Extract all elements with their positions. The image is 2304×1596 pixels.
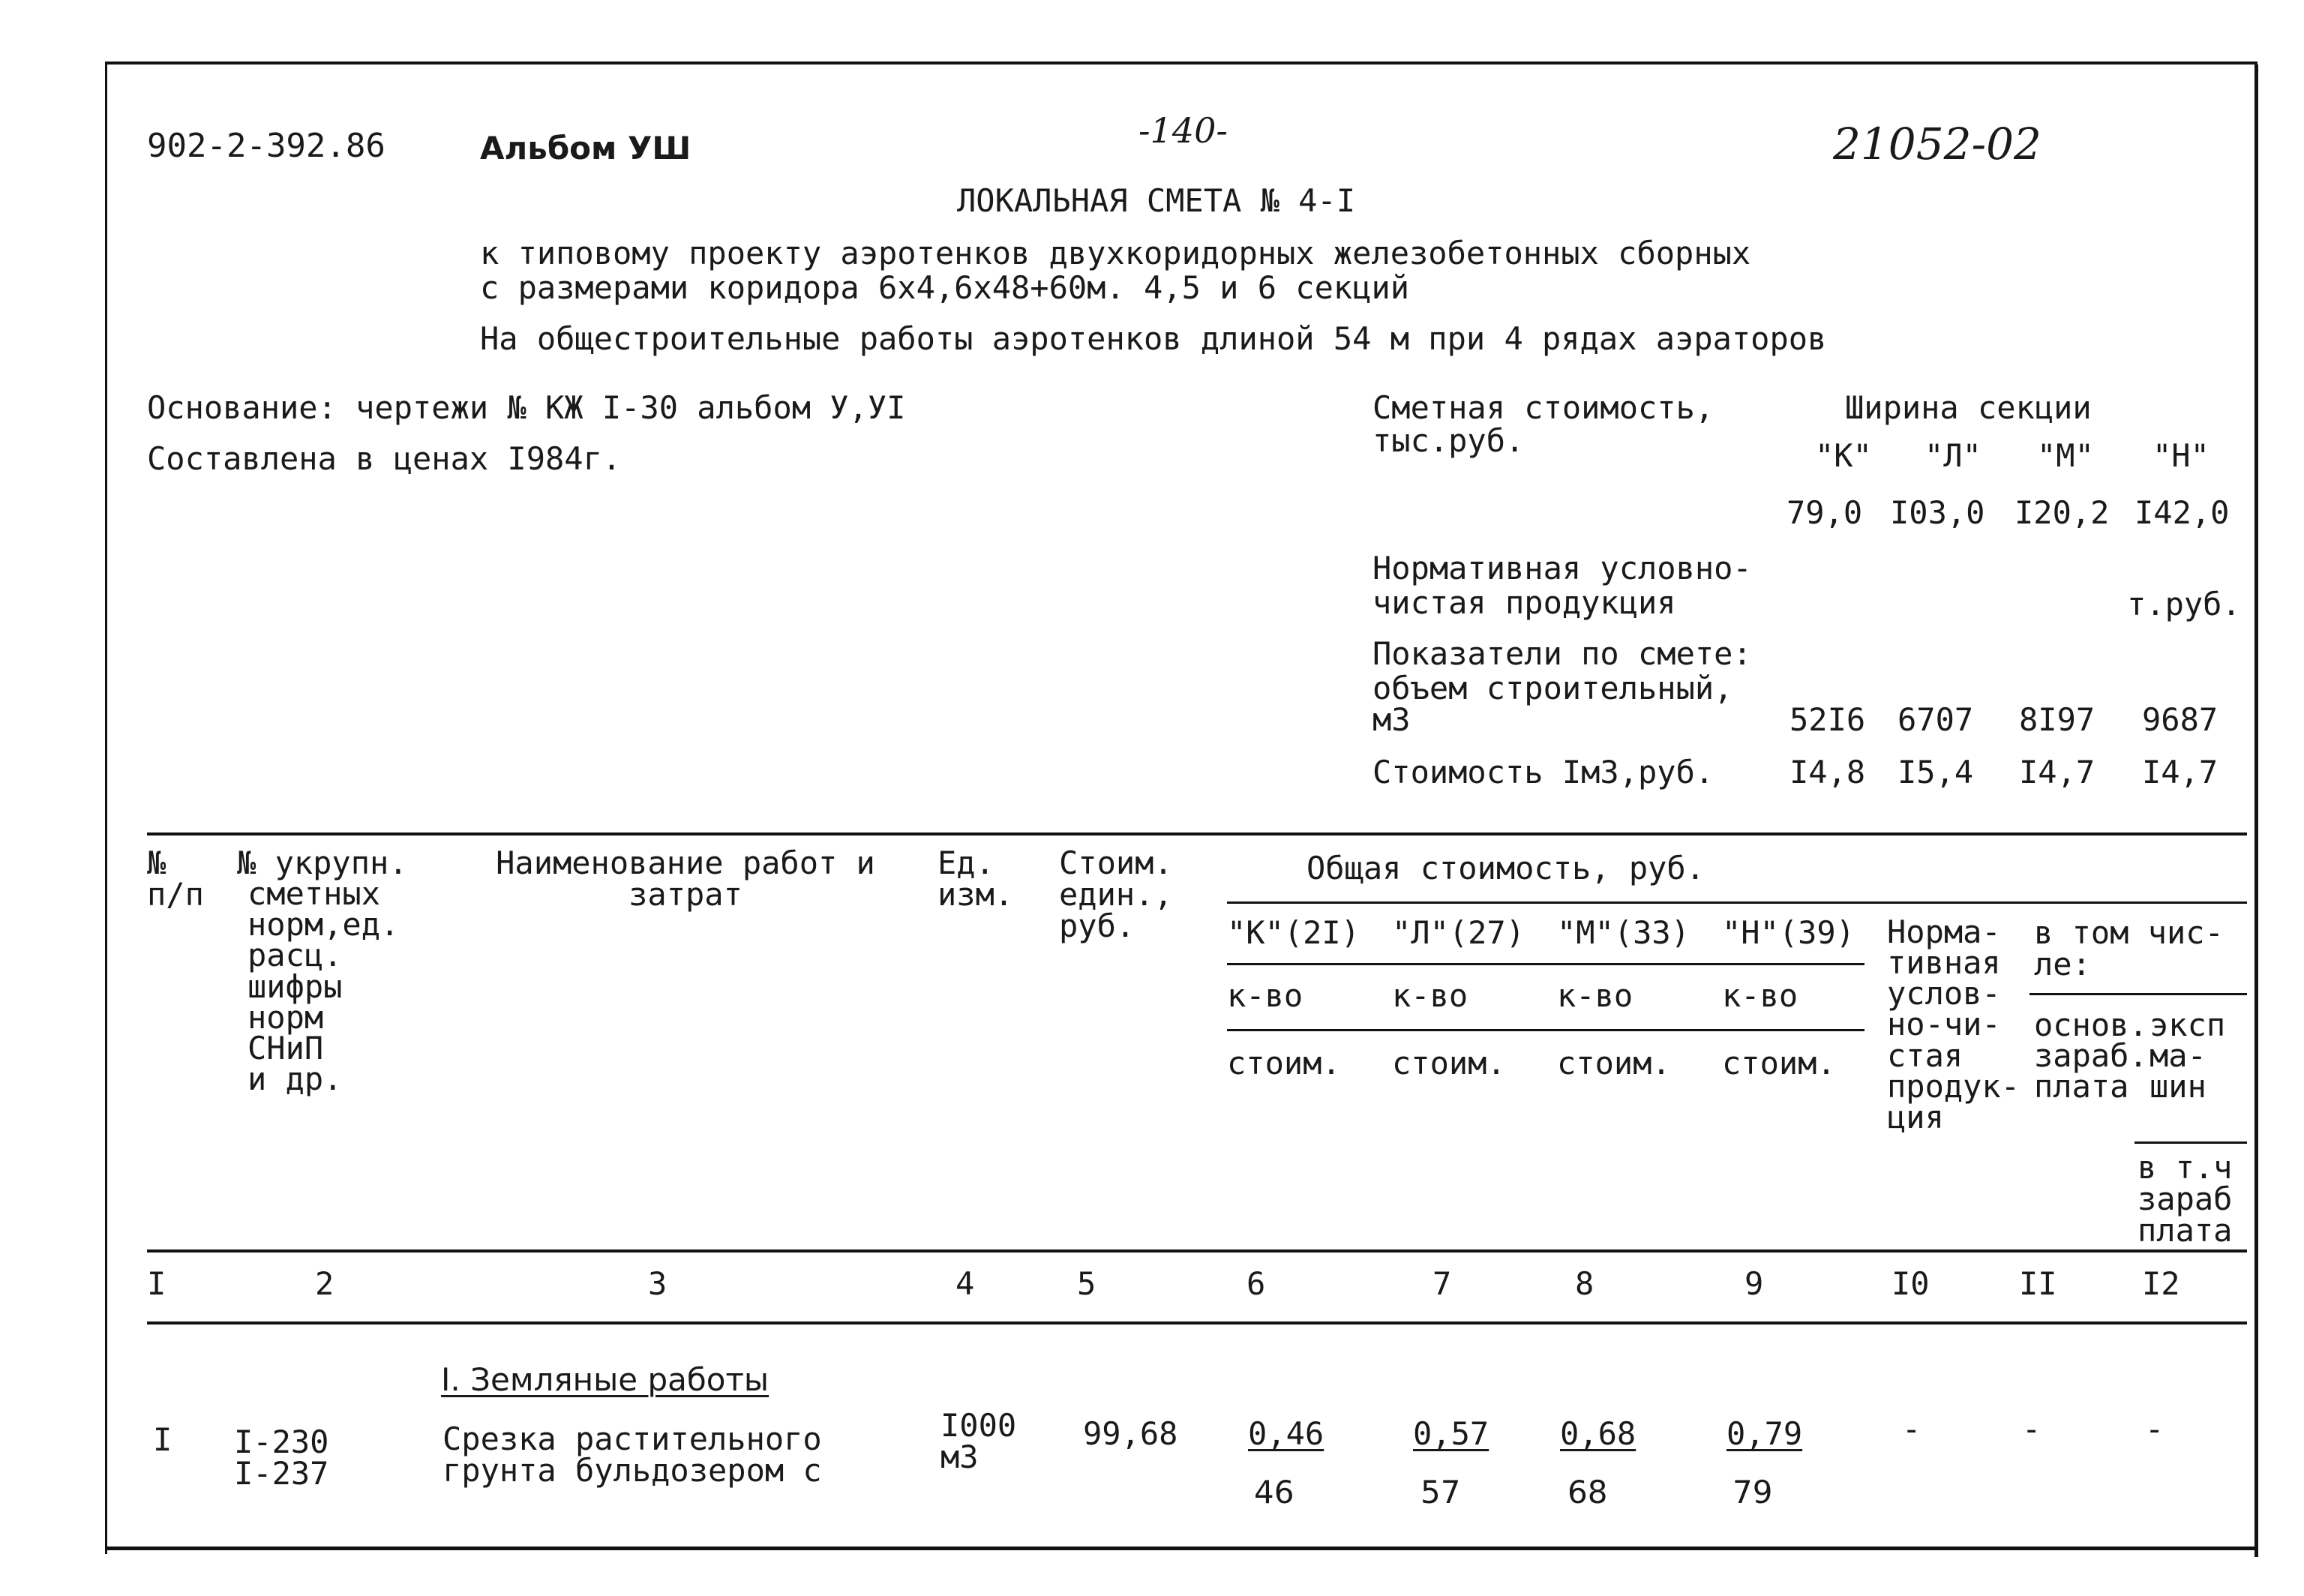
header-variant-m: "М"(33)	[1557, 914, 1690, 951]
unit-cost-m: I4,7	[2019, 754, 2096, 790]
frame-right	[2254, 64, 2258, 1557]
header-bottom-rule	[147, 1250, 2247, 1252]
title-line2: с размерами коридора 6х4,6х48+60м. 4,5 и 6 секций	[480, 269, 1410, 306]
variants-rule	[1227, 963, 1864, 965]
indicators-label1: Показатели по смете:	[1372, 635, 1752, 672]
header-num: № п/п	[147, 844, 204, 913]
header-cost-m: стоим.	[1557, 1045, 1671, 1082]
width-col-n: "Н"	[2152, 437, 2210, 474]
col-number-11: II	[2019, 1265, 2057, 1302]
header-code: № укрупн. сметных норм,ед. расц. шифры норм СНиП и др.	[237, 844, 408, 1098]
frame-left	[105, 62, 107, 1554]
row-mach: -	[2145, 1411, 2164, 1448]
col-number-9: 9	[1744, 1265, 1764, 1302]
col-number-5: 5	[1077, 1265, 1096, 1302]
col-number-3: 3	[648, 1265, 668, 1302]
total-cost-rule	[1227, 902, 2247, 904]
header-mach-wage: в т.ч зараб плата	[2138, 1149, 2233, 1249]
stamp-number: 21052-02	[1833, 118, 2042, 170]
cost-value-l: I03,0	[1890, 494, 1985, 531]
col-number-2: 2	[315, 1265, 334, 1302]
frame-top	[105, 62, 2258, 64]
row-qty-k: 0,46	[1248, 1415, 1324, 1452]
row-codes: I-230 I-237	[234, 1424, 329, 1492]
cost-value-k: 79,0	[1786, 494, 1863, 531]
row-num: I	[153, 1421, 172, 1458]
nup-unit: т.руб.	[2127, 586, 2241, 622]
row-unit: I000 м3	[940, 1407, 1017, 1475]
header-incl: в том чис-	[2034, 914, 2224, 951]
col-num-bottom-rule	[147, 1322, 2247, 1324]
header-variant-k: "К"(2I)	[1227, 914, 1360, 951]
volume-value-l: 6707	[1898, 701, 1974, 738]
header-incl2: ле:	[2034, 946, 2091, 982]
col-number-12: I2	[2142, 1265, 2180, 1302]
cost-value-n: I42,0	[2134, 494, 2230, 531]
header-name: Наименование работ и затрат	[496, 844, 875, 913]
volume-value-n: 9687	[2142, 701, 2218, 738]
page-number: -140-	[1138, 110, 1228, 151]
header-qty-k: к-во	[1227, 977, 1304, 1014]
unit-cost-label: Стоимость Iм3,руб.	[1372, 754, 1714, 790]
header-cost-l: стоим.	[1392, 1045, 1506, 1082]
width-col-k: "К"	[1815, 437, 1872, 474]
header-qty-l: к-во	[1392, 977, 1468, 1014]
header-variant-l: "Л"(27)	[1392, 914, 1526, 951]
basis-line2: Составлена в ценах I984г.	[147, 440, 622, 477]
header-cost-n: стоим.	[1722, 1045, 1836, 1082]
cost-value-m: I20,2	[2014, 494, 2110, 531]
header-mach: эксп ма- шин	[2150, 1006, 2226, 1106]
cost-label: Сметная стоимость,	[1372, 389, 1714, 426]
header-qty-m: к-во	[1557, 977, 1634, 1014]
row-cost-m: 68	[1568, 1474, 1608, 1510]
indicators-label2: объем строительный,	[1372, 670, 1733, 706]
incl-rule	[2030, 993, 2247, 995]
col-number-1: I	[147, 1265, 166, 1302]
qty-rule	[1227, 1029, 1864, 1031]
row-price: 99,68	[1083, 1415, 1178, 1452]
volume-value-m: 8I97	[2019, 701, 2096, 738]
col-number-8: 8	[1575, 1265, 1594, 1302]
header-qty-n: к-во	[1722, 977, 1798, 1014]
cost-unit: тыс.руб.	[1372, 422, 1525, 459]
width-col-m: "М"	[2037, 437, 2094, 474]
basis-line1: Основание: чертежи № КЖ I-30 альбом У,УI	[147, 389, 906, 426]
title-line1: к типовому проекту аэротенков двухкоридорных железобетонных сборных	[480, 235, 1751, 272]
row-nup: -	[1902, 1411, 1922, 1448]
volume-value-k: 52I6	[1790, 701, 1866, 738]
col-number-10: I0	[1892, 1265, 1930, 1302]
header-cost-k: стоим.	[1227, 1045, 1341, 1082]
width-col-l: "Л"	[1924, 437, 1982, 474]
row-qty-n: 0,79	[1726, 1415, 1803, 1452]
col-number-7: 7	[1432, 1265, 1452, 1302]
row-cost-n: 79	[1732, 1474, 1773, 1510]
doc-code: 902-2-392.86	[147, 127, 386, 165]
nup-label1: Нормативная условно-	[1372, 550, 1752, 586]
title-line3: На общестроительные работы аэротенков длиной 54 м при 4 рядах аэраторов	[480, 320, 1827, 357]
unit-cost-n: I4,7	[2142, 754, 2218, 790]
table-top-rule	[147, 832, 2247, 836]
header-nup: Норма- тивная услов- но-чи- стая продук- ция	[1887, 914, 2020, 1136]
header-total-cost: Общая стоимость, руб.	[1306, 850, 1706, 886]
width-label: Ширина секции	[1845, 389, 2092, 426]
col-number-6: 6	[1246, 1265, 1266, 1302]
row-cost-k: 46	[1254, 1474, 1294, 1510]
row-name: Срезка растительного грунта бульдозером с	[442, 1420, 822, 1489]
nup-label2: чистая продукция	[1372, 584, 1676, 621]
row-cost-l: 57	[1420, 1474, 1461, 1510]
document-title: ЛОКАЛЬНАЯ СМЕТА № 4-I	[957, 182, 1356, 219]
row-qty-m: 0,68	[1560, 1415, 1636, 1452]
row-qty-l: 0,57	[1413, 1415, 1490, 1452]
header-price: Стоим. един., руб.	[1059, 844, 1173, 944]
mach-wage-rule	[2134, 1142, 2247, 1144]
header-unit: Ед. изм.	[938, 844, 1014, 913]
frame-bottom	[105, 1546, 2258, 1550]
header-wage: основ. зараб. плата	[2034, 1006, 2148, 1106]
header-variant-n: "Н"(39)	[1722, 914, 1856, 951]
col-number-4: 4	[956, 1265, 975, 1302]
section-title: I. Земляные работы	[441, 1361, 770, 1398]
indicators-label3: м3	[1372, 701, 1411, 738]
unit-cost-k: I4,8	[1790, 754, 1866, 790]
row-wage: -	[2022, 1411, 2042, 1448]
album-label: Альбом УШ	[480, 130, 692, 166]
unit-cost-l: I5,4	[1898, 754, 1974, 790]
